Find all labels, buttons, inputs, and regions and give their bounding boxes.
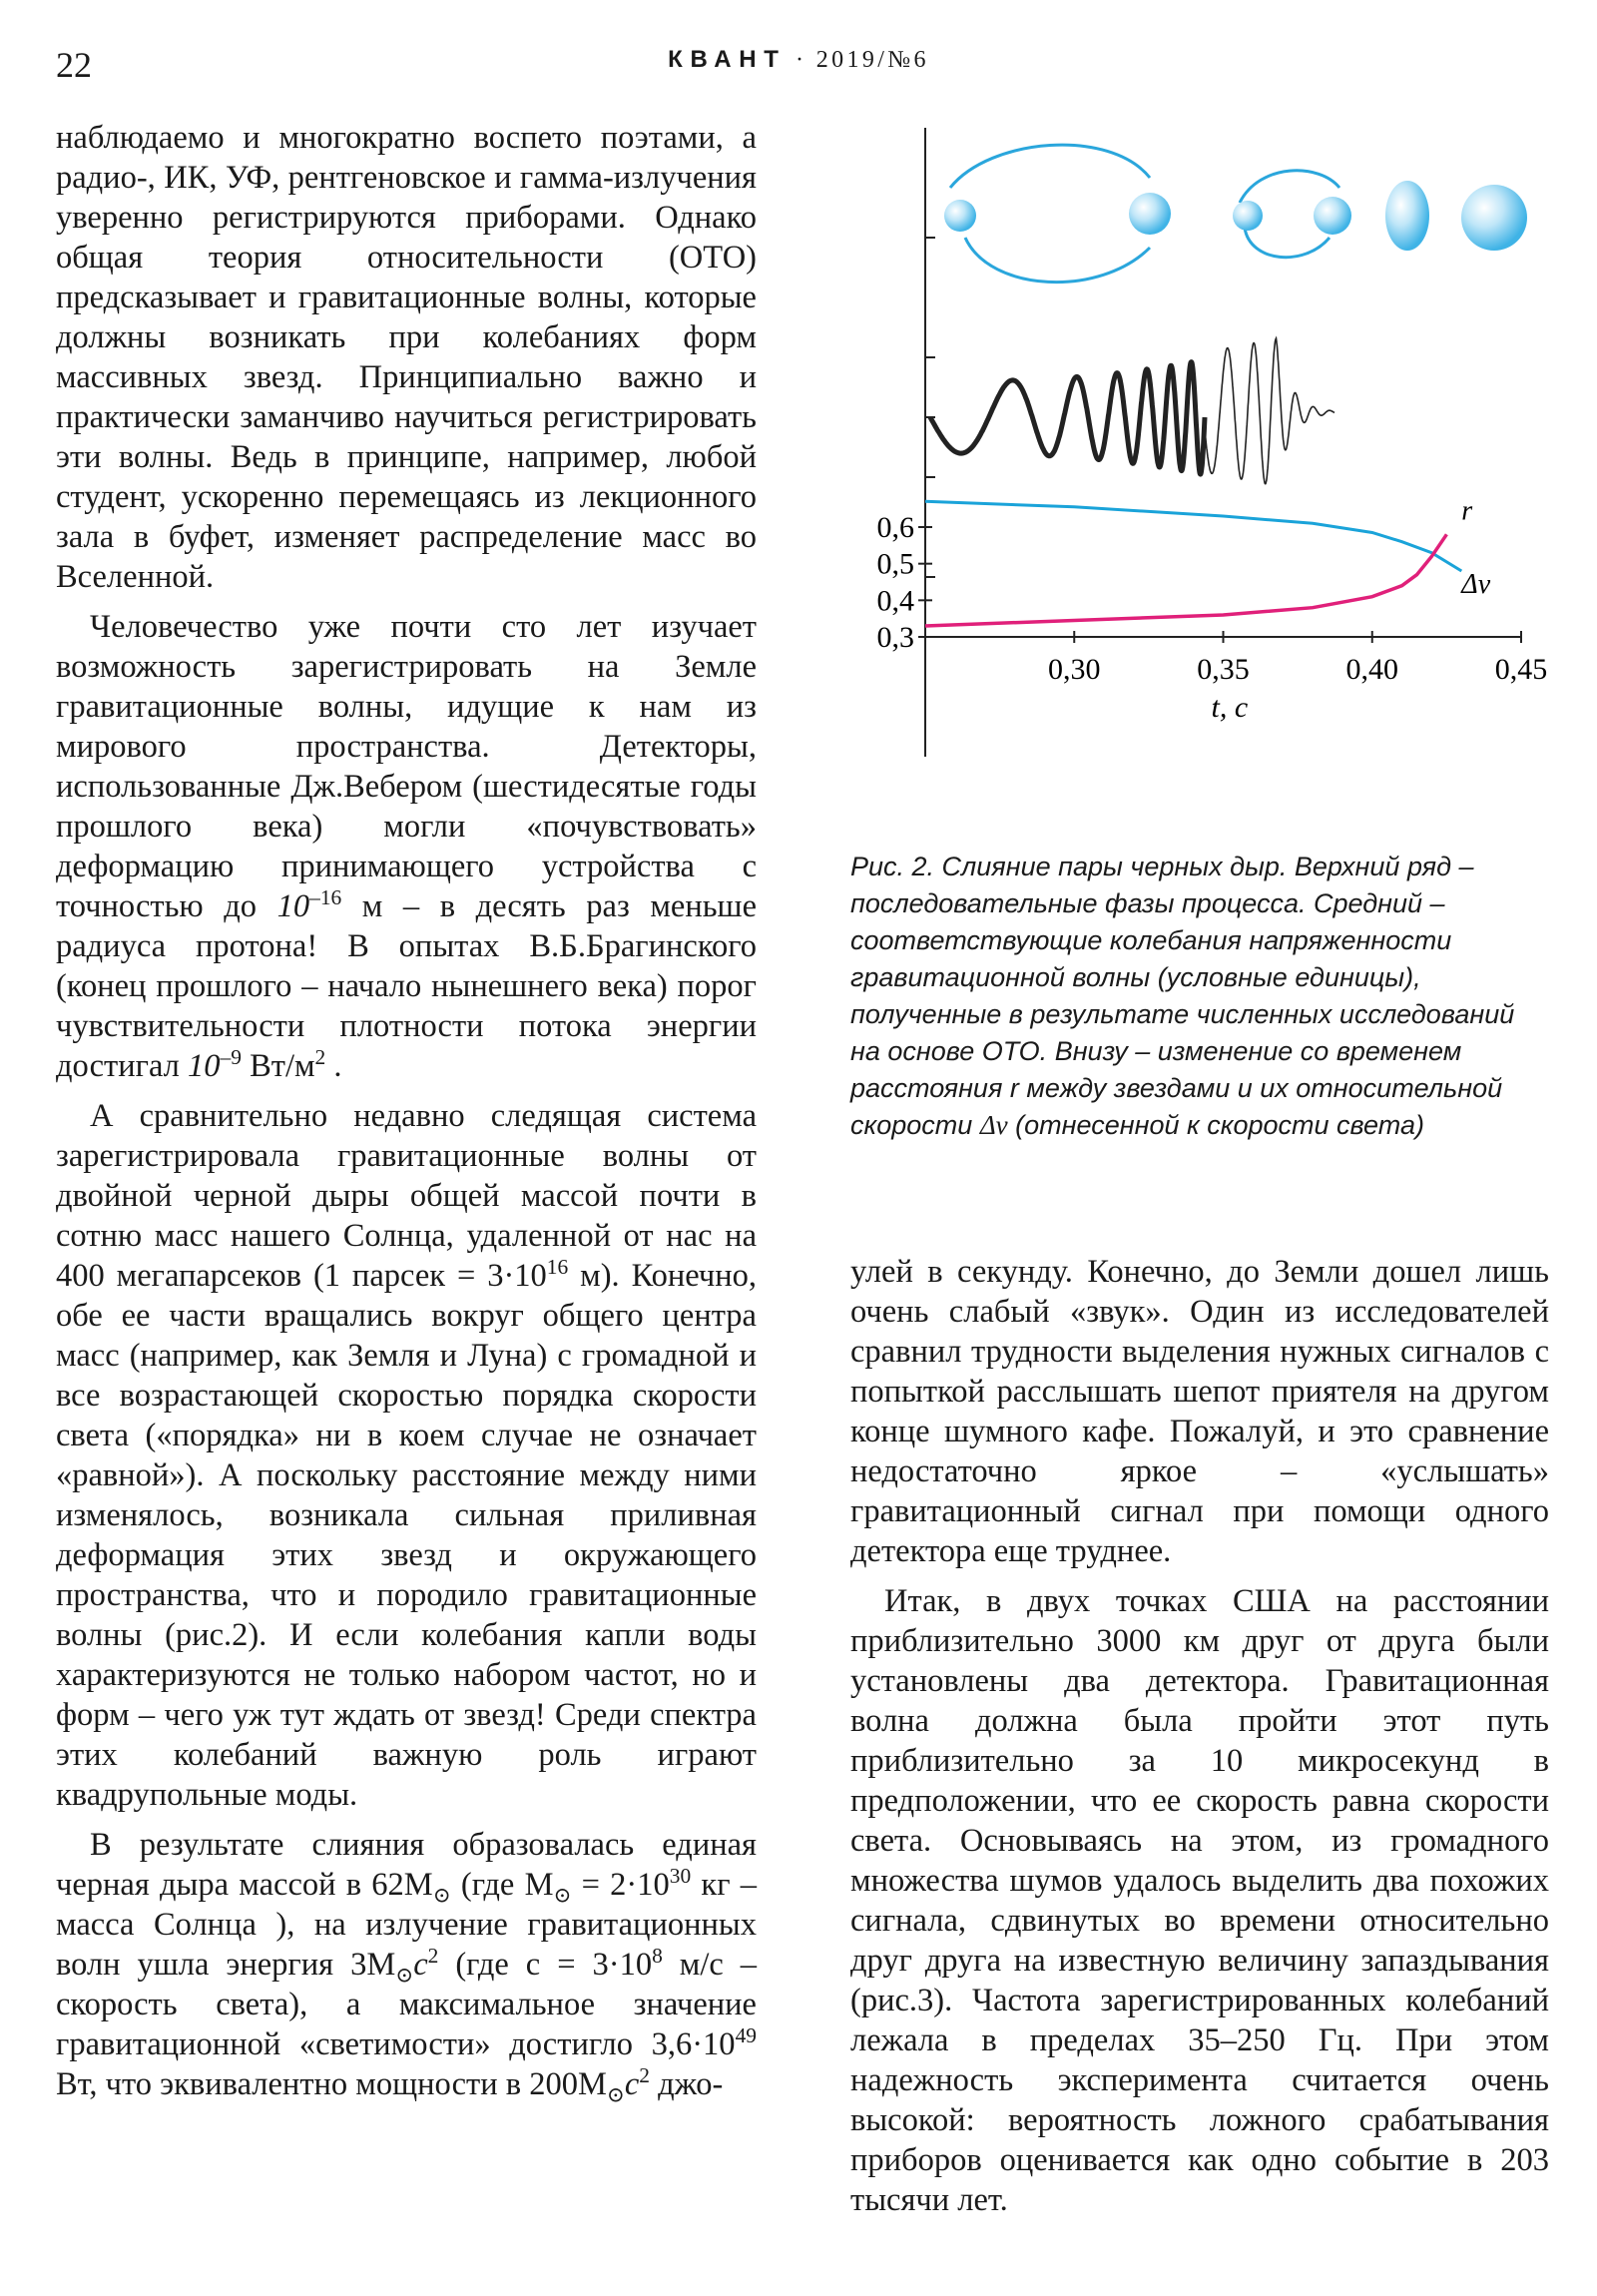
series-line-r (925, 534, 1446, 626)
x-tick-label: 0,45 (1494, 653, 1548, 686)
y-tick-label: 0,6 (876, 511, 914, 544)
y-tick-label: 0,3 (876, 621, 914, 654)
left-column (56, 118, 758, 2107)
legend-label-dv: Δv (1461, 569, 1491, 600)
black-hole-sphere (1314, 197, 1351, 235)
paragraph-continued: наблюдаемо и многократно воспето поэтами, а радио-, ИК, УФ, рентгеновское и гамма-излучения уверенно регистрируются приборами. Однако общая теория относительности (ОТО) предсказывает и гравитационные волны, которые должны возникать при колебаниях форм массивных звезд. Принципиально важно и практически заманчиво научиться регистрировать эти волны. Ведь в принципе, например, любой студент, ускоренно перемещаясь из лекционного зала в буфет, изменяет распределение масс во Вселенной. (56, 120, 757, 595)
x-tick-label: 0,40 (1345, 653, 1398, 686)
running-head (56, 46, 1541, 74)
paragraph-detectors: Человечество уже почти сто лет изучает возможность зарегистрировать на Земле гравитационные волны, идущие к нам из мирового пространства. Детекторы, использованные Дж.Вебером (шестидесятые годы прошлого века) могли «почувствовать» деформацию принимающего устройства с точностью до $10^{-16}$ м – в десять раз меньше радиуса протона! В опытах В.Б.Брагинского (конец прошлого – начало нынешнего века) порог чувствительности плотности потока энергии достигал $10^{-9}$ $Вт/м^2$ . (56, 609, 758, 1084)
x-tick-label: 0,35 (1197, 653, 1250, 686)
figure-2 (850, 118, 1559, 876)
black-hole-sphere (944, 200, 976, 232)
black-hole-sphere (1129, 193, 1171, 235)
orbit-arc (1245, 228, 1330, 258)
figure-caption: Рис. 2. Слияние пары черных дыр. Верхний ряд – последовательные фазы процесса. Средний – соответствующие колебания напряженности гравитационной волны (условные единицы), полученные в результате численных исследований на основе ОТО. Внизу – изменение со временем расстояния r между звездами и их относительной скорости Δv (отнесенной к скорости света) (850, 852, 1515, 1140)
caption-symbol: Δv (979, 1110, 1008, 1140)
issue-number: 2019/№6 (815, 47, 929, 73)
right-column (850, 1252, 1549, 2220)
y-tick-label: 0,5 (876, 547, 914, 581)
paragraph-black-hole: А сравнительно недавно следящая система зарегистрировала гравитационные волны от двойной черной дыры общей массой почти в сотню масс нашего Солнца, удаленной от нас на 400 мегапарсеков (1 парсек = $3\cdot 10^{16}$ м). Конечно, обе ее части вращались вокруг общего центра масс (например, как Земля и Луна) с громадной и все возрастающей скоростью порядка скорости света («порядка» ни в коем случае не означает «равной»). А поскольку расстояние между ними изменялось, возникала сильная приливная деформация этих звезд и окружающего пространства, что и породило гравитационные волны (рис.2). И если колебания капли воды характеризуются не только набором частот, но и форм – чего уж тут ждать от звезд! Среди спектра этих колебаний важную роль играют квадрупольные моды. (56, 1098, 757, 1813)
page-number: 22 (56, 45, 92, 85)
page-header (56, 44, 1541, 84)
x-tick-label: 0,30 (1048, 653, 1101, 686)
orbit-arc (1240, 171, 1339, 203)
legend-label-r: r (1461, 495, 1473, 527)
paragraph-detectors-usa: Итак, в двух точках США на расстоянии приблизительно 3000 км друг от друга были установлены два детектора. Гравитационная волна должна была пройти этот путь приблизительно за 10 микросекунд в предположении, что ее скорость равна скорости света. Основываясь на этом, из громадного множества шумов удалось выделить два похожих сигнала, сдвинутых во времени относительно друг друга на известную величину запаздывания (рис.3). Частота зарегистрированных колебаний лежала в пределах 35–250 Гц. При этом надежность эксперимента считается очень высокой: вероятность ложного срабатывания приборов оценивается как одно событие в 203 тысячи лет. (850, 1583, 1549, 2218)
merging-black-holes (1385, 181, 1429, 251)
strain-waveform (930, 362, 1205, 475)
orbit-arc (950, 145, 1150, 188)
merger-phases (944, 145, 1527, 282)
orbit-arc (965, 238, 1150, 283)
black-hole-sphere (1233, 201, 1263, 231)
final-black-hole (1461, 185, 1527, 251)
y-tick-label: 0,4 (876, 584, 914, 618)
x-axis-label: t, c (1211, 691, 1249, 724)
r-dv-chart (877, 496, 1548, 724)
paragraph-merger: В результате слияния образовалась единая черная дыра массой в $62M_⊙$ (где $M_⊙ = 2\cdot 10^{30}$ кг – масса Солнца ), на излучение гравитационных волн ушла энергия $3M_⊙c^2$ (где $c = 3\cdot 10^8$ м/с – скорость света), а максимальное значение гравитационной «светимости» достигло $3,6\cdot 10^{49}$ Вт, что эквивалентно мощности в $200M_⊙c^2$ джо- (56, 1827, 758, 2107)
strain-waveform-ringdown (1205, 338, 1334, 484)
running-head-separator: · (796, 47, 807, 73)
paragraph-continued-right: улей в секунду. Конечно, до Земли дошел лишь очень слабый «звук». Один из исследователей сравнил трудности выделения нужных сигналов с попыткой расслышать шепот приятеля на другом конце шумного кафе. Пожалуй, и это сравнение недостаточно яркое – «услышать» гравитационный сигнал при помощи одного детектора еще труднее. (850, 1254, 1549, 1569)
series-line-dv (925, 501, 1461, 571)
magazine-title: КВАНТ (668, 46, 787, 73)
figure-2-graphic (850, 118, 1559, 857)
